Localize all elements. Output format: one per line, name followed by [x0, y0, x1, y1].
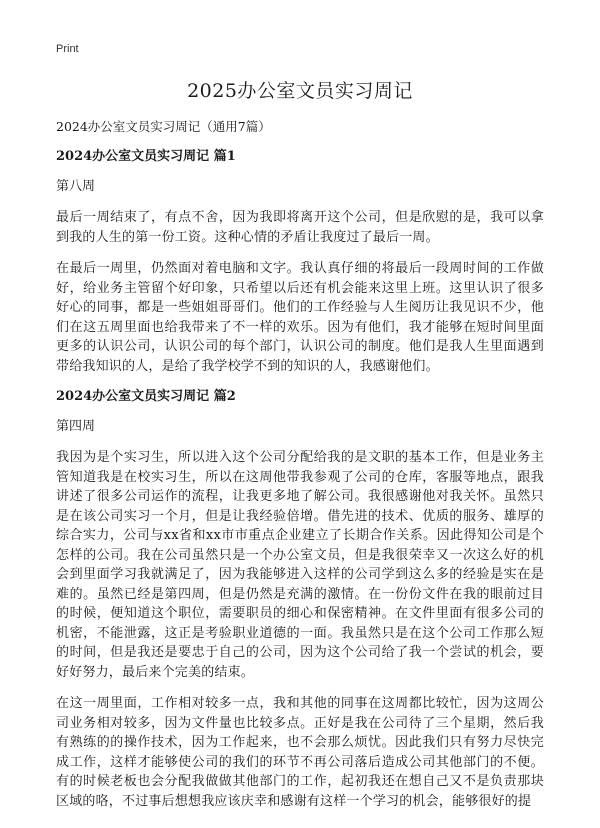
- paragraph: 我因为是个实习生，所以进入这个公司分配给我的是文职的基本工作，但是业务主管知道我是在校实习生，所以在这周他带我参观了公司的仓库，客服等地点，跟我讲述了很多公司运作的流程，让我更多地了解公司。我很感谢他对我关怀。虽然只是在该公司实习一个月，但是让我经验倍增。借先进的技术、优质的服务、雄厚的综合实力，公司与xx省和xx市市重点企业建立了长期合作关系。因此得知公司是个怎样的公司。我在公司虽然只是一个办公室文员，但是我很荣幸又一次这么好的机会到里面学习我就满足了，因为我能够进入这样的公司学到这么多的经验是实在是难的。虽然已经是第四周，但是仍然是充满的激情。在一份份文件在我的眼前过目的时候，便知道这个职位，需要职员的细心和保密精神。在文件里面有很多公司的机密，不能泄露，这正是考验职业道德的一面。我虽然只是在这个公司工作那么短的时间，但是我还是要忠于自己的公司，因为这个公司给了我一个尝试的机会，要好好努力，最后来个完美的结束。: [56, 450, 544, 680]
- paragraph: 最后一周结束了，有点不舍，因为我即将离开这个公司，但是欣慰的是，我可以拿到我的人生的第一份工资。这种心情的矛盾让我度过了最后一周。: [56, 210, 544, 245]
- paragraph: 在这一周里面，工作相对较多一点，我和其他的同事在这周都比较忙，因为这周公司业务相对较多，因为文件量也比较多点。正好是我在公司待了三个星期，然后我有熟练的的操作技术，因为工作起来，也不会那么烦忧。因此我们只有努力尽快完成工作，这样才能够使公司的我们的环节不再公司落后造成公司其他部门的不便。有的时候老板也会分配我做做其他部门的工作，起初我还在想自己又不是负责那块区域的咯，不过事后想想我应该庆幸和感谢有这样一个学习的机会，能够很好的提: [56, 696, 544, 809]
- section-heading: 2024办公室文员实习周记 篇1: [56, 149, 236, 164]
- document-subtitle: 2024办公室文员实习周记（通用7篇）: [56, 119, 271, 134]
- paragraph: 在最后一周里，仍然面对着电脑和文字。我认真仔细的将最后一段周时间的工作做好，给业务主管留个好印象，只希望以后还有机会能来这里上班。这里认识了很多好心的同事，都是一些姐姐哥哥们。他们的工作经验与人生阅历让我见识不少，他们在这五周里面也给我带来了不一样的欢乐。因为有他们，我才能够在短时间里面更多的认识公司，认识公司的每个部门，认识公司的制度。他们是我人生里面遇到带给我知识的人，是给了我学校学不到的知识的人，我感谢他们。: [56, 261, 544, 374]
- section-2: [56, 388, 544, 811]
- print-label[interactable]: Print: [56, 43, 79, 55]
- page-title: 2025办公室文员实习周记: [187, 80, 413, 102]
- section-heading: 2024办公室文员实习周记 篇2: [56, 389, 236, 404]
- week-label: 第八周: [56, 179, 96, 194]
- week-label: 第四周: [56, 419, 96, 434]
- section-1: [56, 148, 544, 376]
